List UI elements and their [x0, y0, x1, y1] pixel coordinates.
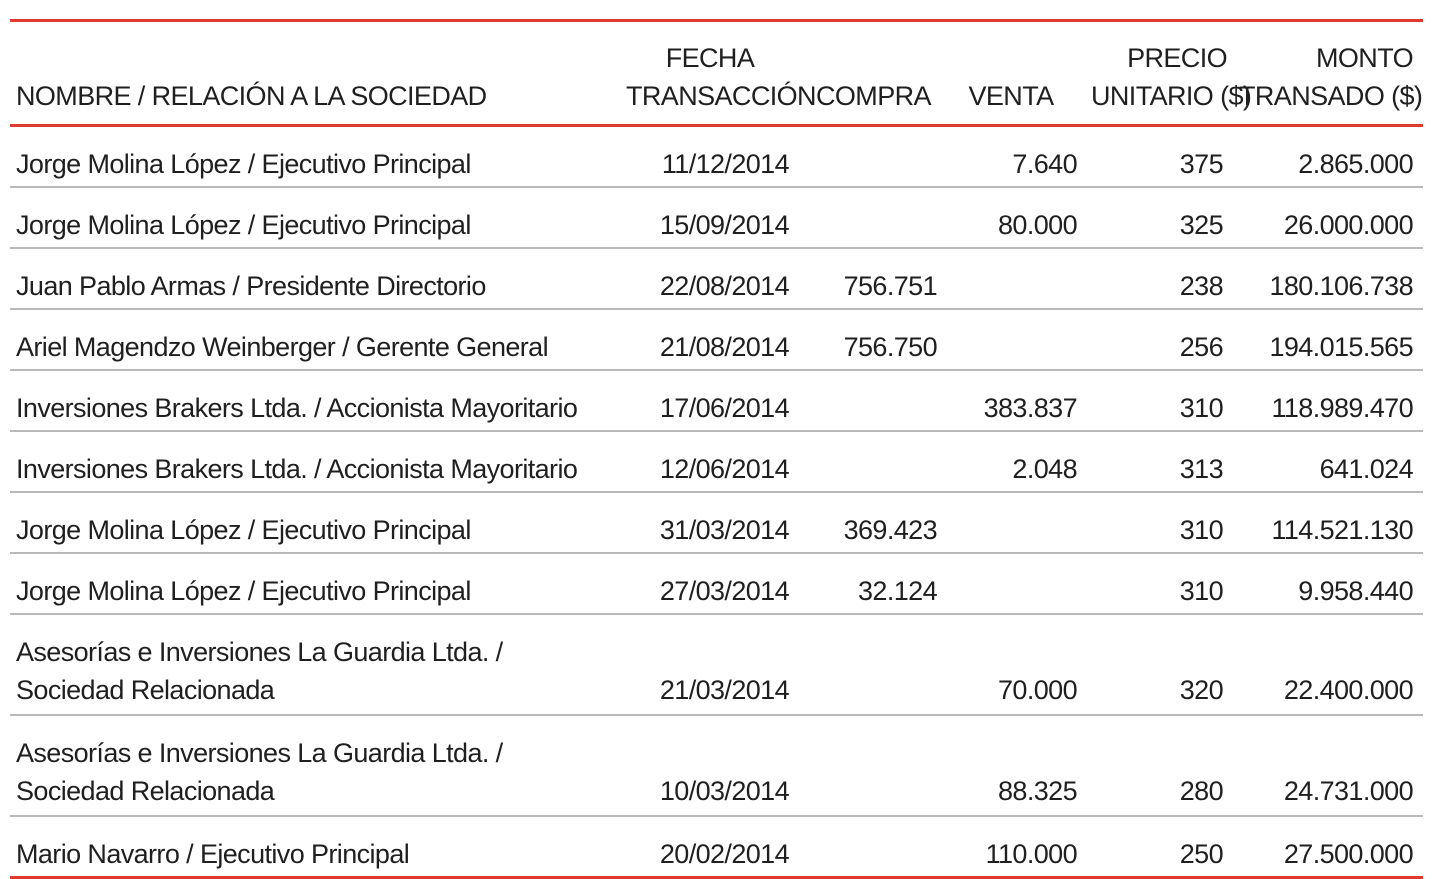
- header-sell: [937, 21, 1085, 126]
- table-row: [10, 126, 1423, 188]
- cell-buy: [800, 126, 937, 188]
- table-row: [10, 309, 1423, 370]
- cell-name: Jorge Molina López / Ejecutivo Principal: [16, 576, 471, 606]
- cell-date: 21/03/2014: [659, 675, 789, 705]
- header-price-line-2: UNITARIO ($): [1091, 81, 1252, 111]
- header-name-line: NOMBRE / RELACIÓN A LA SOCIEDAD: [16, 81, 487, 111]
- cell-price: 320: [1179, 675, 1223, 705]
- table-row: [10, 431, 1423, 492]
- table-row: [10, 248, 1423, 309]
- cell-sell: 110.000: [985, 839, 1077, 869]
- table-row: [10, 553, 1423, 614]
- cell-buy: [800, 187, 937, 248]
- cell-price: 310: [1179, 576, 1223, 606]
- cell-date: 15/09/2014: [659, 210, 789, 240]
- cell-amount: 9.958.440: [1298, 576, 1413, 606]
- cell-amount: 22.400.000: [1283, 675, 1413, 705]
- cell-sell: 7.640: [1012, 149, 1077, 179]
- cell-name: Inversiones Brakers Ltda. / Accionista Mayoritario: [16, 454, 578, 484]
- cell-date: 31/03/2014: [659, 515, 789, 545]
- header-date-line-2: TRANSACCIÓN: [626, 81, 816, 111]
- cell-buy: 756.750: [843, 332, 937, 362]
- cell-buy: 32.124: [858, 576, 937, 606]
- table-row: [10, 614, 1423, 715]
- header-price: [1085, 21, 1252, 126]
- table-row: [10, 370, 1423, 431]
- cell-price: 310: [1179, 515, 1223, 545]
- cell-sell: [937, 492, 1085, 553]
- cell-amount: 24.731.000: [1283, 776, 1413, 806]
- cell-price: 256: [1179, 332, 1223, 362]
- cell-sell: [937, 553, 1085, 614]
- table-row: [10, 715, 1423, 816]
- cell-amount: 26.000.000: [1283, 210, 1413, 240]
- cell-price: 325: [1179, 210, 1223, 240]
- cell-buy: [800, 614, 937, 715]
- cell-sell: [937, 248, 1085, 309]
- cell-name: Jorge Molina López / Ejecutivo Principal: [16, 149, 471, 179]
- cell-amount: 118.989.470: [1271, 393, 1413, 423]
- cell-price: 280: [1179, 776, 1223, 806]
- transactions-table: [10, 19, 1423, 879]
- header-amount-line-2: TRANSADO ($): [1239, 81, 1423, 111]
- cell-amount: 27.500.000: [1283, 839, 1413, 869]
- cell-date: 11/12/2014: [661, 149, 789, 179]
- cell-name: Jorge Molina López / Ejecutivo Principal: [16, 210, 471, 240]
- transactions-table-container: [10, 19, 1423, 879]
- table-header: [10, 21, 1423, 126]
- header-date-line-1: FECHA: [665, 43, 755, 73]
- header-buy: [800, 21, 937, 126]
- header-price-line-1: PRECIO: [1127, 43, 1227, 73]
- header-buy-line: COMPRA: [816, 81, 931, 111]
- cell-amount: 2.865.000: [1298, 149, 1413, 179]
- header-amount: [1233, 21, 1423, 126]
- cell-price: 250: [1179, 839, 1223, 869]
- cell-date: 22/08/2014: [659, 271, 789, 301]
- cell-date: 17/06/2014: [659, 393, 789, 423]
- cell-price: 238: [1179, 271, 1223, 301]
- cell-amount: 180.106.738: [1269, 271, 1413, 301]
- cell-sell: 88.325: [998, 776, 1077, 806]
- cell-amount: 114.521.130: [1271, 515, 1413, 545]
- cell-amount: 641.024: [1319, 454, 1413, 484]
- cell-date: 21/08/2014: [659, 332, 789, 362]
- cell-buy: [800, 816, 937, 878]
- cell-buy: [800, 370, 937, 431]
- cell-name: Inversiones Brakers Ltda. / Accionista Mayoritario: [16, 393, 578, 423]
- cell-date: 10/03/2014: [659, 776, 789, 806]
- cell-price: 375: [1179, 149, 1223, 179]
- cell-date: 20/02/2014: [659, 839, 789, 869]
- cell-name: Asesorías e Inversiones La Guardia Ltda. / Sociedad Relacionada: [16, 738, 503, 806]
- cell-amount: 194.015.565: [1269, 332, 1413, 362]
- cell-price: 310: [1179, 393, 1223, 423]
- cell-name: Asesorías e Inversiones La Guardia Ltda. / Sociedad Relacionada: [16, 637, 503, 705]
- table-row: [10, 187, 1423, 248]
- header-row: [10, 21, 1423, 126]
- header-sell-line: VENTA: [968, 81, 1054, 111]
- cell-buy: 369.423: [843, 515, 937, 545]
- cell-sell: 70.000: [998, 675, 1077, 705]
- cell-name: Juan Pablo Armas / Presidente Directorio: [16, 271, 486, 301]
- cell-buy: [800, 715, 937, 816]
- table-body: [10, 126, 1423, 878]
- header-amount-line-1: MONTO: [1316, 43, 1413, 73]
- cell-date: 27/03/2014: [659, 576, 789, 606]
- cell-buy: [800, 431, 937, 492]
- table-row: [10, 816, 1423, 878]
- cell-sell: [937, 309, 1085, 370]
- header-date: [620, 21, 816, 126]
- cell-date: 12/06/2014: [659, 454, 789, 484]
- cell-sell: 383.837: [983, 393, 1077, 423]
- cell-sell: 80.000: [998, 210, 1077, 240]
- cell-name: Mario Navarro / Ejecutivo Principal: [16, 839, 410, 869]
- table-row: [10, 492, 1423, 553]
- cell-sell: 2.048: [1012, 454, 1077, 484]
- cell-name: Ariel Magendzo Weinberger / Gerente General: [16, 332, 548, 362]
- cell-buy: 756.751: [843, 271, 937, 301]
- header-name: [10, 21, 620, 126]
- cell-price: 313: [1179, 454, 1223, 484]
- cell-name: Jorge Molina López / Ejecutivo Principal: [16, 515, 471, 545]
